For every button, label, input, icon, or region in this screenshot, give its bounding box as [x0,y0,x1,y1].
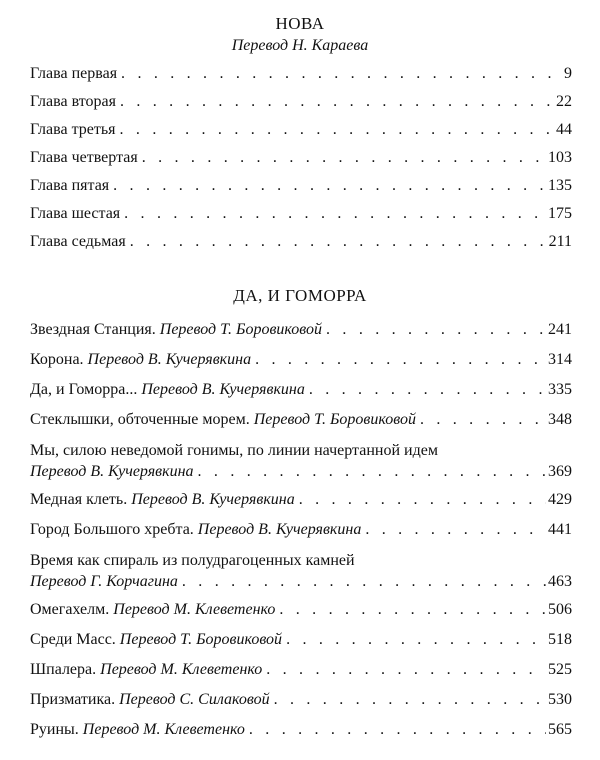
entry-page: 441 [548,521,572,538]
toc-entry[interactable] [30,176,572,204]
leader-dots [286,630,546,650]
entry-translator: Перевод Г. Корчагина [30,573,178,590]
entry-page: 348 [548,411,572,428]
entry-page: 135 [548,177,572,194]
leader-dots [130,232,547,252]
leader-dots [309,380,546,400]
toc-entry[interactable] [30,350,572,380]
leader-dots [326,320,546,340]
toc-entry[interactable] [30,660,572,690]
entry-page: 22 [556,93,572,110]
entry-title: Город Большого хребта. [30,521,194,538]
entry-title: Глава пятая [30,177,110,194]
entry-page: 525 [548,661,572,678]
toc-entry[interactable] [30,550,572,600]
leader-dots [142,148,546,168]
entry-page: 565 [548,721,572,738]
entry-title: Среди Масс. [30,631,116,648]
toc-entry[interactable] [30,690,572,720]
toc-entry[interactable] [30,490,572,520]
leader-dots [255,350,546,370]
entry-translator: Перевод М. Клеветенко [100,661,263,678]
leader-dots [299,490,546,510]
entry-title: Мы, силою неведомой гонимы, по линии начертанной идем [30,442,438,459]
entry-page: 518 [548,631,572,648]
leader-dots [121,64,562,84]
entry-translator: Перевод М. Клеветенко [82,721,245,738]
toc-entry[interactable] [30,148,572,176]
entry-translator: Перевод Т. Боровиковой [159,321,323,338]
entry-title: Глава четвертая [30,149,138,166]
leader-dots [420,410,546,430]
toc-entry[interactable] [30,630,572,660]
entry-page: 241 [548,321,572,338]
toc-entry[interactable] [30,380,572,410]
leader-dots [182,572,546,592]
entry-title: Руины. [30,721,79,738]
section-title: ДА, И ГОМОРРА [233,286,367,305]
entry-translator: Перевод В. Кучерявкина [141,381,305,398]
section-title: НОВА [275,14,325,33]
entry-title: Корона. [30,351,84,368]
toc-section-gomorrah [30,320,572,750]
toc-entry[interactable] [30,410,572,440]
leader-dots [365,520,546,540]
entry-translator: Перевод В. Кучерявкина [30,463,194,480]
section-gomorrah [0,286,600,306]
entry-page: 175 [548,205,572,222]
toc-entry[interactable] [30,120,572,148]
entry-title: Глава первая [30,65,118,82]
section-subtitle: Перевод Н. Караева [231,37,369,54]
entry-page: 103 [548,149,572,166]
entry-translator: Перевод В. Кучерявкина [131,491,295,508]
entry-title: Глава третья [30,121,116,138]
entry-page: 9 [564,65,572,82]
entry-page: 335 [548,381,572,398]
entry-title: Глава седьмая [30,233,126,250]
entry-page: 314 [548,351,572,368]
entry-page: 429 [548,491,572,508]
entry-translator: Перевод Т. Боровиковой [253,411,416,428]
section-nova [0,14,600,56]
toc-entry[interactable] [30,64,572,92]
entry-translator: Перевод Т. Боровиковой [119,631,283,648]
entry-title: Время как спираль из полудрагоценных камней [30,552,355,569]
entry-translator: Перевод М. Клеветенко [113,601,276,618]
entry-title: Шпалера. [30,661,97,678]
leader-dots [198,462,546,482]
entry-translator: Перевод С. Силаковой [119,691,270,708]
leader-dots [279,600,546,620]
entry-title: Глава вторая [30,93,116,110]
toc-entry[interactable] [30,320,572,350]
entry-page: 211 [548,233,572,250]
leader-dots [120,92,554,112]
leader-dots [113,176,546,196]
entry-page: 530 [548,691,572,708]
entry-title: Медная клеть. [30,491,128,508]
entry-page: 506 [548,601,572,618]
toc-entry[interactable] [30,720,572,750]
entry-translator: Перевод В. Кучерявкина [197,521,362,538]
entry-title: Стеклышки, обточенные морем. [30,411,250,428]
entry-title: Звездная Станция. [30,321,156,338]
leader-dots [274,690,546,710]
toc-section-nova [30,64,572,260]
leader-dots [266,660,546,680]
entry-page: 369 [548,463,572,480]
toc-entry[interactable] [30,440,572,490]
leader-dots [120,120,554,140]
entry-page: 463 [548,573,572,590]
toc-entry[interactable] [30,232,572,260]
leader-dots [124,204,546,224]
entry-title: Да, и Гоморра... [30,381,138,398]
toc-entry[interactable] [30,600,572,630]
entry-translator: Перевод В. Кучерявкина [87,351,252,368]
toc-entry[interactable] [30,92,572,120]
toc-entry[interactable] [30,204,572,232]
leader-dots [249,720,546,740]
toc-entry[interactable] [30,520,572,550]
entry-title: Омегахелм. [30,601,110,618]
entry-title: Призматика. [30,691,116,708]
entry-title: Глава шестая [30,205,121,222]
entry-page: 44 [556,121,572,138]
